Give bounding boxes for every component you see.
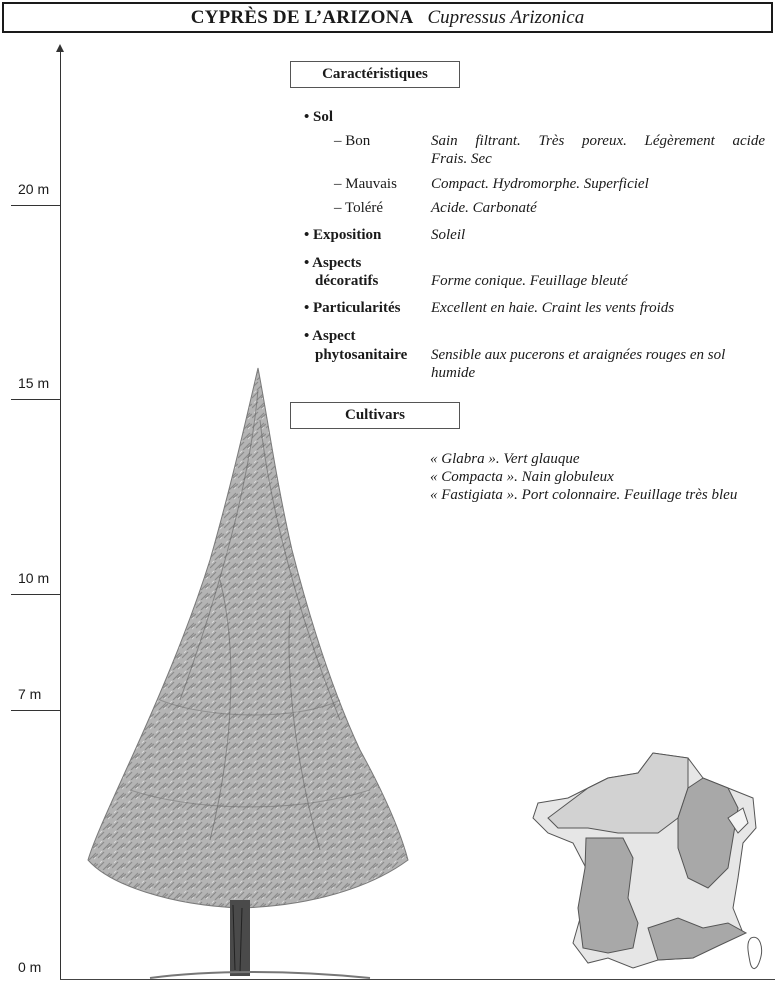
height-axis: [60, 50, 61, 980]
tick-20m: [11, 205, 60, 206]
sol-bon-label: – Bon: [334, 133, 371, 149]
tick-15m: [11, 399, 60, 400]
phyto-value-line2: humide: [431, 365, 476, 381]
sol-tolere-label: – Toléré: [334, 200, 384, 216]
tick-10m: [11, 594, 60, 595]
aspects-label-line2: décoratifs: [315, 273, 379, 289]
cultivar-item: « Fastigiata ». Port colonnaire. Feuillage très bleu: [430, 487, 738, 503]
sol-bon-value-line2: Frais. Sec: [431, 151, 492, 167]
tick-label-10m: 10 m: [18, 570, 50, 586]
phyto-label-line1: • Aspect: [304, 328, 356, 344]
tick-7m: [11, 710, 60, 711]
phyto-label-line2: phytosanitaire: [315, 347, 408, 363]
page-title: CYPRÈS DE L’ARIZONA: [190, 6, 414, 28]
tick-label-0m: 0 m: [18, 959, 42, 975]
cypress-tree-illustration: [70, 360, 420, 982]
aspects-value: Forme conique. Feuillage bleuté: [431, 273, 628, 289]
cultivar-item: « Glabra ». Vert glauque: [430, 451, 580, 467]
sol-bon-value-line1: Sain filtrant. Très poreux. Légèrement acide: [431, 133, 765, 149]
characteristics-heading: Caractéristiques: [290, 61, 460, 88]
exposition-value: Soleil: [431, 227, 466, 243]
sol-label: • Sol: [304, 109, 334, 125]
france-distribution-map: [528, 748, 763, 978]
cultivars-heading: Cultivars: [290, 402, 460, 429]
cultivar-item: « Compacta ». Nain globuleux: [430, 469, 614, 485]
particularites-label: • Particularités: [304, 300, 401, 316]
tick-label-20m: 20 m: [18, 181, 50, 197]
sol-tolere-value: Acide. Carbonaté: [431, 200, 537, 216]
axis-arrow-icon: [56, 44, 64, 52]
tick-label-7m: 7 m: [18, 686, 42, 702]
title-bar: [2, 2, 773, 33]
sol-mauvais-value: Compact. Hydromorphe. Superficiel: [431, 176, 649, 192]
aspects-label-line1: • Aspects: [304, 255, 362, 271]
exposition-label: • Exposition: [304, 227, 382, 243]
phyto-value-line1: Sensible aux pucerons et araignées rouges en sol: [431, 347, 726, 363]
latin-name: Cupressus Arizonica: [427, 6, 585, 28]
tick-label-15m: 15 m: [18, 375, 50, 391]
particularites-value: Excellent en haie. Craint les vents froids: [431, 300, 675, 316]
sol-mauvais-label: – Mauvais: [334, 176, 397, 192]
